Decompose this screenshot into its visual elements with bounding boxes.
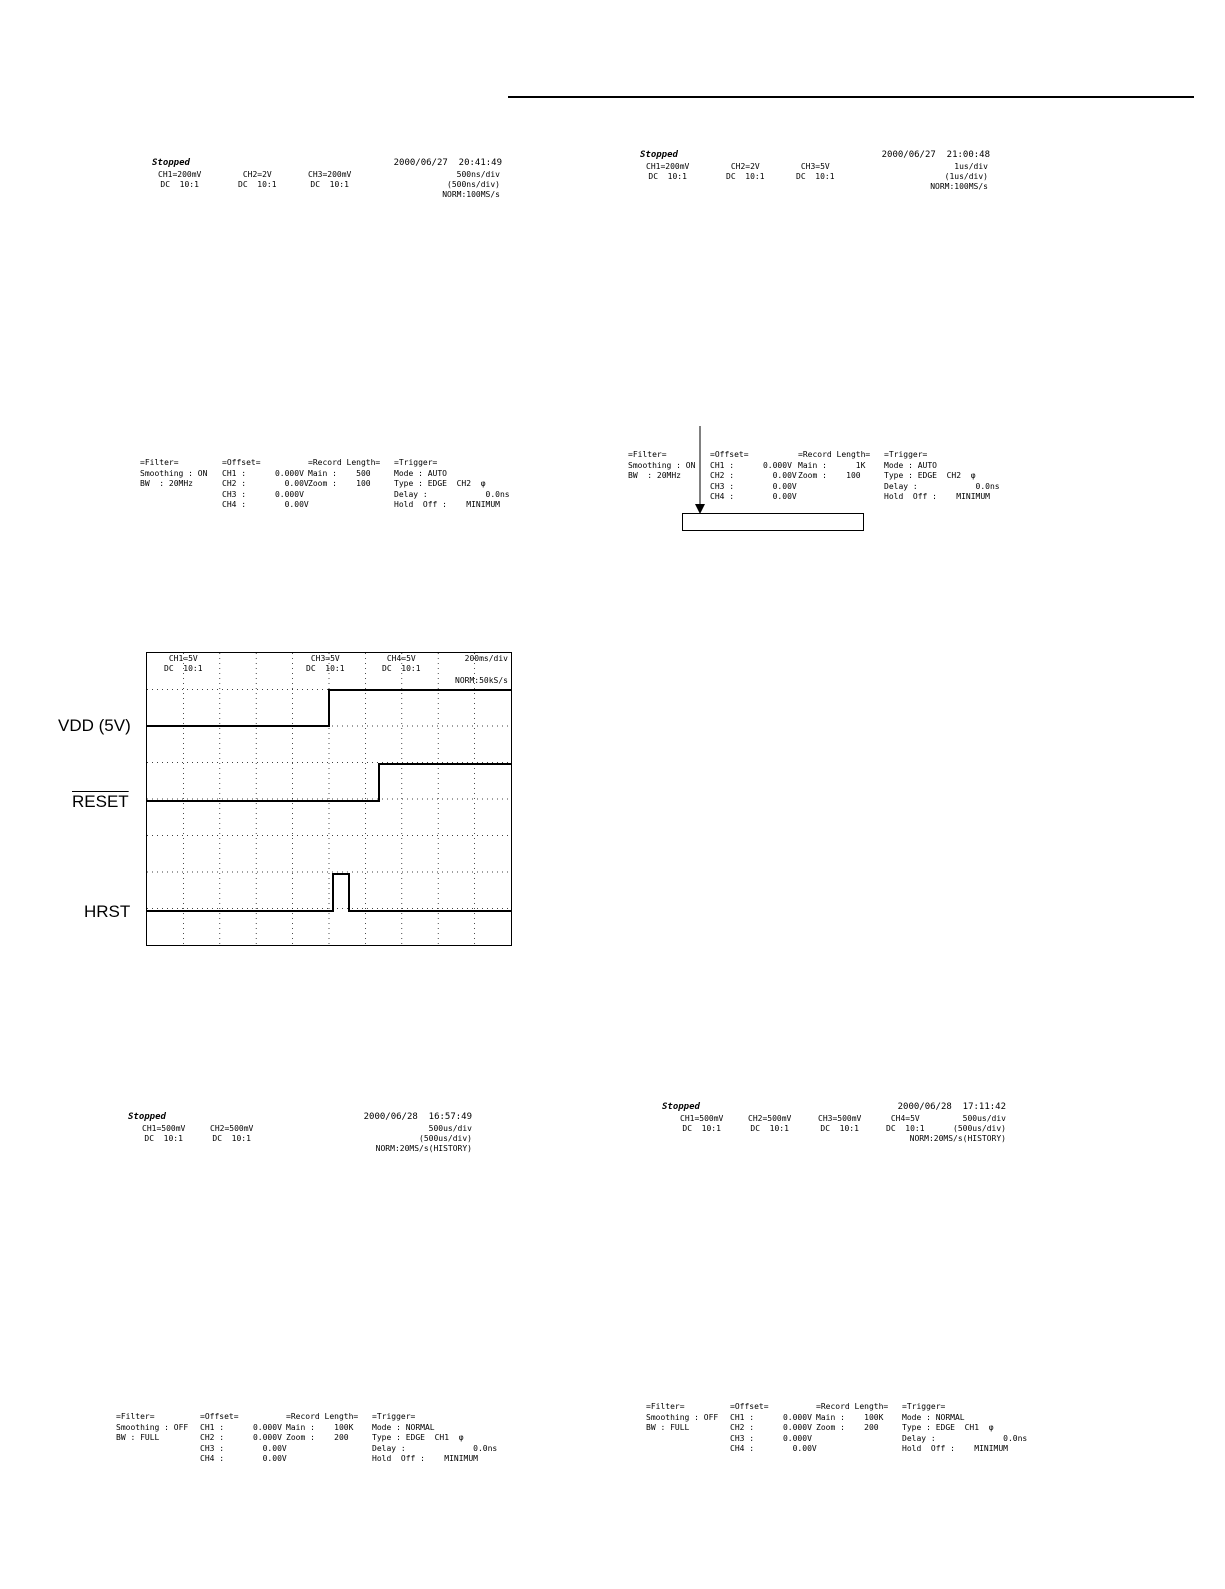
- channel-1-setting: CH1=200mV DC 10:1: [646, 162, 690, 181]
- filter-info: =Filter= Smoothing : OFF BW : FULL: [646, 1402, 719, 1432]
- scope-datetime: 2000/06/27 20:41:49: [393, 158, 502, 168]
- record-length-info: =Record Length= Main : 100K Zoom : 200: [286, 1412, 359, 1442]
- record-length-info: =Record Length= Main : 1K Zoom : 100: [798, 450, 871, 480]
- signal-label-reset: RESET: [72, 792, 129, 811]
- filter-info: =Filter= Smoothing : ON BW : 20MHz: [628, 450, 696, 480]
- scope-capture-3: [146, 652, 512, 948]
- scope-capture-4: [116, 1112, 496, 1472]
- top-rule: [508, 96, 1194, 98]
- trigger-info: =Trigger= Mode : AUTO Type : EDGE CH2 φ Delay : 0.0ns Hold Off : MINIMUM: [884, 450, 1000, 501]
- waveform-display: [153, 171, 501, 449]
- signal-label-vdd: VDD (5V): [58, 716, 131, 735]
- channel-2-setting: CH2=2V DC 10:1: [726, 162, 765, 181]
- trigger-info: =Trigger= Mode : NORMAL Type : EDGE CH1 φ Delay : 0.0ns Hold Off : MINIMUM: [902, 1402, 1028, 1453]
- channel-2-setting: CH2=500mV DC 10:1: [748, 1114, 792, 1133]
- scope-screen: [146, 652, 512, 946]
- callout-arrow: [690, 426, 710, 516]
- offset-info: =Offset= CH1 : 0.000V CH2 : 0.00V CH3 : 0.00V CH4 : 0.00V: [710, 450, 797, 501]
- waveform-display: [641, 163, 991, 441]
- channel-1-setting: CH1=500mV DC 10:1: [680, 1114, 724, 1133]
- scope-screen: [640, 162, 992, 442]
- channel-1-setting: CH1=200mV DC 10:1: [158, 170, 202, 189]
- scope-status: Stopped: [128, 1112, 166, 1122]
- filter-info: =Filter= Smoothing : ON BW : 20MHz: [140, 458, 208, 488]
- timebase-readout: 500us/div (500us/div) NORM:20MS/s(HISTORY): [375, 1124, 472, 1153]
- channel-2-setting: CH2=500mV DC 10:1: [210, 1124, 254, 1143]
- scope-datetime: 2000/06/28 16:57:49: [363, 1112, 472, 1122]
- record-length-info: =Record Length= Main : 100K Zoom : 200: [816, 1402, 889, 1432]
- offset-info: =Offset= CH1 : 0.000V CH2 : 0.000V CH3 : 0.000V CH4 : 0.00V: [730, 1402, 817, 1453]
- trigger-info: =Trigger= Mode : NORMAL Type : EDGE CH1 φ Delay : 0.0ns Hold Off : MINIMUM: [372, 1412, 498, 1463]
- scope-status: Stopped: [640, 150, 678, 160]
- timebase-readout: 1us/div (1us/div) NORM:100MS/s: [930, 162, 988, 191]
- timebase-readout: 500us/div (500us/div) NORM:20MS/s(HISTORY): [909, 1114, 1006, 1143]
- waveform-display: [147, 653, 511, 945]
- channel-3-setting: CH3=5V DC 10:1: [796, 162, 835, 181]
- scope-status: Stopped: [152, 158, 190, 168]
- channel-3-setting: CH3=5V DC 10:1: [306, 654, 345, 673]
- filter-info: =Filter= Smoothing : OFF BW : FULL: [116, 1412, 189, 1442]
- scope-screen: [662, 1114, 1010, 1392]
- scope-capture-1: [140, 158, 510, 518]
- channel-2-setting: CH2=2V DC 10:1: [238, 170, 277, 189]
- scope-status: Stopped: [662, 1102, 700, 1112]
- signal-label-hrst: HRST: [84, 902, 131, 921]
- channel-1-setting: CH1=5V DC 10:1: [164, 654, 203, 673]
- timebase-readout: 200ms/div NORM:50kS/s: [455, 654, 508, 685]
- scope-datetime: 2000/06/28 17:11:42: [897, 1102, 1006, 1112]
- record-length-info: =Record Length= Main : 500 Zoom : 100: [308, 458, 381, 488]
- scope-screen: [130, 1124, 480, 1406]
- waveform-display: [131, 1125, 479, 1405]
- offset-info: =Offset= CH1 : 0.000V CH2 : 0.000V CH3 : 0.00V CH4 : 0.00V: [200, 1412, 287, 1463]
- scope-capture-5: [646, 1102, 1028, 1462]
- scope-screen: [152, 170, 502, 450]
- scope-datetime: 2000/06/27 21:00:48: [881, 150, 990, 160]
- scope-capture-2: [628, 150, 1000, 510]
- channel-1-setting: CH1=500mV DC 10:1: [142, 1124, 186, 1143]
- channel-4-setting: CH4=5V DC 10:1: [886, 1114, 925, 1133]
- channel-3-setting: CH3=500mV DC 10:1: [818, 1114, 862, 1133]
- callout-box: [682, 513, 864, 531]
- waveform-display: [663, 1115, 1009, 1391]
- channel-4-setting: CH4=5V DC 10:1: [382, 654, 421, 673]
- offset-info: =Offset= CH1 : 0.000V CH2 : 0.00V CH3 : 0.000V CH4 : 0.00V: [222, 458, 309, 509]
- channel-3-setting: CH3=200mV DC 10:1: [308, 170, 352, 189]
- trigger-info: =Trigger= Mode : AUTO Type : EDGE CH2 φ Delay : 0.0ns Hold Off : MINIMUM: [394, 458, 510, 509]
- timebase-readout: 500ns/div (500ns/div) NORM:100MS/s: [442, 170, 500, 199]
